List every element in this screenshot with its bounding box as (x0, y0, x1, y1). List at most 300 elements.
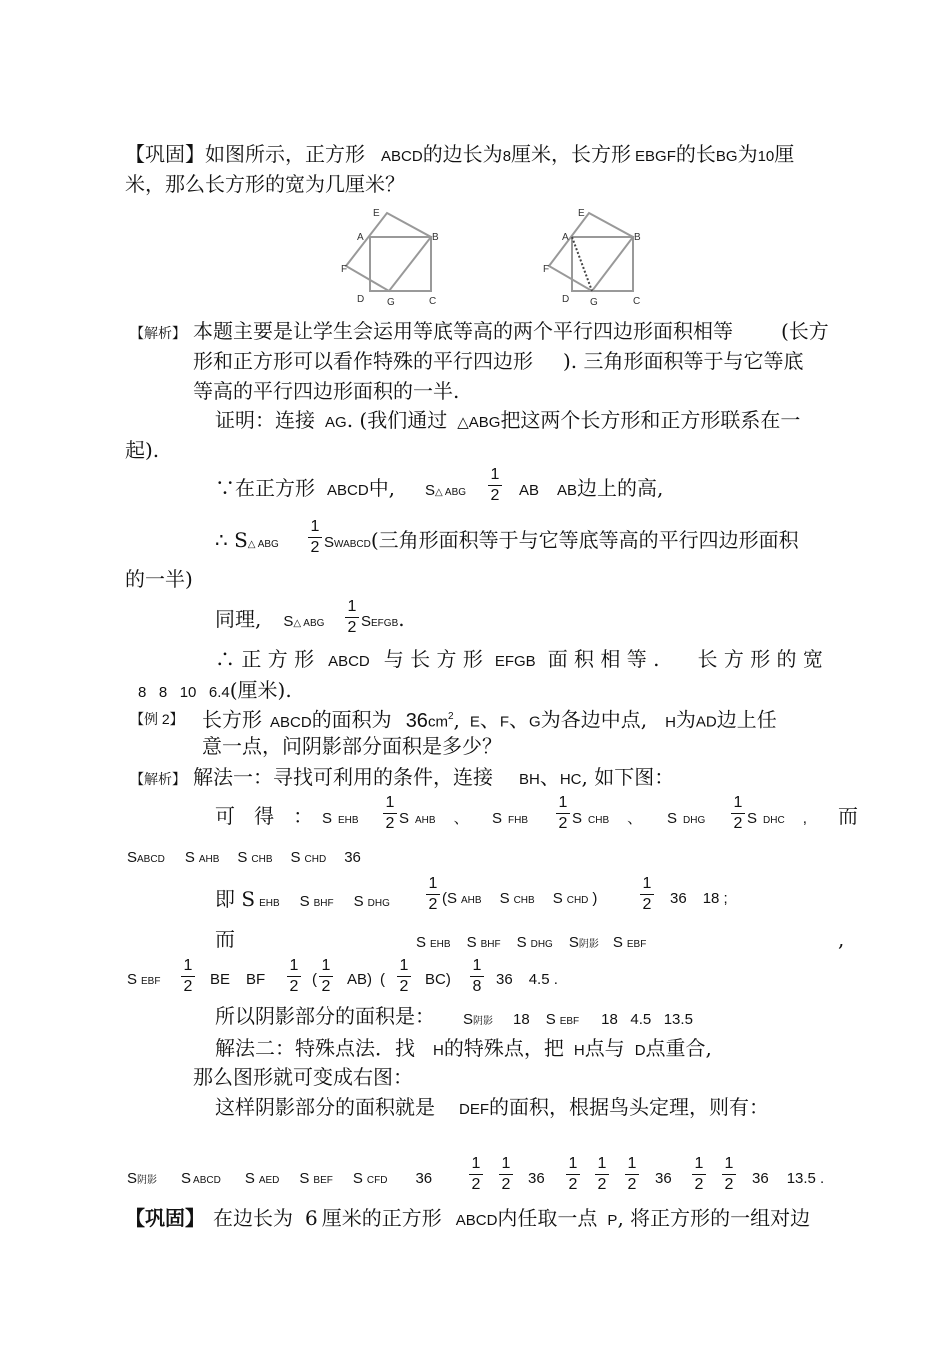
frac-bar (595, 1174, 609, 1175)
a2-t1d: HC (559, 771, 582, 788)
a1-t4c: . (我们通过 (346, 408, 448, 432)
a2-frac-2c (731, 794, 745, 833)
frac-den: 2 (694, 1176, 704, 1193)
ex2-t1a: 长方形 (202, 707, 262, 732)
a2-t5e: BHF (480, 939, 501, 950)
p1-line-2: 米，那么长方形的宽为几厘米？ (125, 172, 405, 196)
frac-num: 1 (289, 957, 299, 974)
frac-num: 1 (501, 1155, 511, 1172)
a1-line-7-rest (324, 527, 799, 558)
frac-bar (181, 976, 195, 977)
a1-t1b: (长方 (781, 319, 829, 343)
a2-t11n: 36 (752, 1170, 769, 1187)
a2-t4a: 即 S (215, 887, 256, 911)
frac-bar (722, 1174, 736, 1175)
a2-t4m: ) (592, 890, 598, 907)
a2-line-1 (130, 764, 186, 792)
frac-bar (566, 1174, 580, 1175)
a2-line-11-d (752, 1166, 824, 1192)
a2-t5f: S (516, 934, 527, 951)
a1-line-1-text (193, 318, 829, 344)
a2-t2e: AHB (415, 815, 436, 826)
frac-num: 1 (385, 794, 395, 811)
frac-bar (469, 1174, 483, 1175)
a2-t2f: 、 (453, 810, 469, 827)
a2-t3: S (127, 849, 138, 866)
fig-right-label-f: F (543, 264, 550, 275)
a1-line-10 (215, 646, 823, 675)
frac-bar (556, 813, 570, 814)
a2-t8b: H (433, 1042, 444, 1059)
frac-den: 2 (347, 619, 357, 636)
a1-t9e: EFGB (371, 618, 399, 629)
ex2-t1b: ABCD (270, 713, 312, 731)
frac-den: 2 (385, 815, 395, 832)
a2-l2-s4 (572, 806, 642, 834)
a2-t2l: S (667, 810, 678, 827)
a2-frac-2a (383, 794, 397, 833)
p3-t1f: P (607, 1212, 618, 1229)
a2-t7a: 所以阴影部分的面积是： (215, 1004, 435, 1028)
fig-right-label-b: B (634, 232, 641, 243)
a2-line-7-math (463, 1007, 693, 1035)
a2-frac-6c (319, 957, 333, 996)
a1-line-5: 起). (125, 438, 160, 462)
frac-bar (625, 1174, 639, 1175)
ex2-t1l: G (529, 713, 541, 731)
a2-line-3 (127, 845, 361, 873)
ex2-line-1 (130, 704, 184, 732)
a2-t10c: 的面积，根据鸟头定理，则有： (489, 1095, 769, 1119)
frac-den: 2 (558, 815, 568, 832)
ex2-t1n: H (665, 713, 676, 731)
frac-num: 1 (724, 1155, 734, 1172)
a2-l2-s5 (667, 806, 705, 834)
a2-t4o: 18 ; (702, 890, 728, 907)
a2-t5g: DHG (530, 939, 553, 950)
a2-t11o: 13.5 . (786, 1170, 825, 1187)
a2-t3g: S (290, 849, 301, 866)
frac-num: 1 (347, 598, 357, 615)
a2-line-6 (127, 967, 160, 995)
a1-line-6 (215, 475, 395, 504)
a2-t3d: AHB (198, 854, 220, 865)
a1-t2b: ). 三角形面积等于与它等底 (563, 349, 804, 373)
a2-t5b: S (416, 934, 427, 951)
ex2-t1p: AD (695, 713, 717, 731)
frac-num: 1 (558, 794, 568, 811)
a1-t10b: ABCD (328, 653, 370, 670)
ex2-t1m: 为各边中点, (540, 707, 648, 732)
a2-t6d: BF (246, 971, 266, 988)
a2-t11i: S (352, 1170, 363, 1187)
a2-frac-11f (692, 1155, 706, 1194)
frac-den: 2 (310, 539, 320, 556)
a1-t9d: S (361, 613, 372, 630)
a1-t10e: 面 积 相 等 . (547, 647, 660, 671)
a1-t9b: S (283, 613, 294, 630)
a2-t6g: ( (380, 971, 386, 988)
a2-t7f: EBF (559, 1016, 580, 1027)
a2-t1b: BH (519, 771, 540, 788)
a2-line-11 (127, 1166, 432, 1194)
frac-bar (383, 813, 397, 814)
a2-t2b: S (322, 810, 333, 827)
frac-num: 1 (428, 875, 438, 892)
a2-line-6-d (347, 967, 385, 993)
a2-t4e: S (353, 893, 364, 910)
a2-line-11-b: 36 (528, 1170, 545, 1187)
a1-t6d: S (425, 482, 436, 499)
frac-num: 1 (472, 957, 482, 974)
a1-t7a: ∴ S (215, 528, 248, 552)
a2-t6b: EBF (141, 976, 161, 987)
a1-t6a: ∵在正方形 (215, 476, 315, 500)
a2-l2-er: 而 (838, 804, 858, 828)
frac-num: 1 (490, 466, 500, 483)
a1-t11b: (厘米). (229, 678, 292, 702)
frac-bar (470, 976, 484, 977)
fig-left-label-e: E (373, 208, 380, 219)
a2-line-4-rest (442, 886, 597, 914)
a1-t7c: S (324, 534, 335, 551)
a2-t11e: S (244, 1170, 255, 1187)
a1-line-1 (130, 318, 186, 346)
a2-line-5-end: , (838, 927, 845, 951)
a2-t5h: S (568, 934, 579, 951)
a2-t2j: CHB (588, 815, 610, 826)
a1-line-6-math (425, 478, 466, 506)
ex2-t1d: 36 (405, 709, 428, 732)
a2-t7g: 18 4.5 13.5 (601, 1011, 693, 1028)
ex2-line-2: 意一点，问阴影部分面积是多少？ (202, 734, 502, 758)
frac-den: 2 (501, 1176, 511, 1193)
frac-den: 2 (289, 978, 299, 995)
frac-bar (692, 1174, 706, 1175)
a2-l2-s6 (747, 806, 807, 834)
a2-t8c: 的特殊点，把 (443, 1036, 564, 1060)
p3-t1a: 在边长为 (213, 1206, 293, 1230)
a2-t7e: S (545, 1011, 556, 1028)
a1-t6b: ABCD (327, 482, 369, 499)
p1-t11: 厘 (774, 142, 795, 166)
frac-bar (426, 894, 440, 895)
a2-t8f: D (634, 1042, 646, 1059)
a2-t4j: CHB (513, 895, 535, 906)
a1-frac-6 (488, 466, 502, 505)
ex2-t1o: 为 (675, 707, 696, 732)
a1-line-11 (138, 677, 292, 706)
a2-line-1-text (193, 764, 674, 793)
frac-den: 2 (490, 487, 500, 504)
frac-num: 1 (321, 957, 331, 974)
a2-t3b: ABCD (137, 854, 165, 865)
a1-t2: 形和正方形可以看作特殊的平行四边形 (193, 349, 533, 373)
frac-bar (397, 976, 411, 977)
ex2-t1f: 2 (447, 711, 454, 722)
ex2-t1c: 的面积为 (311, 707, 392, 732)
p1-t2: ABCD (381, 148, 423, 165)
a1-t4d: △ABG (457, 414, 501, 431)
frac-den: 2 (597, 1176, 607, 1193)
a2-t2k: 、 (627, 810, 643, 827)
a1-t10f: 长 方 形 的 宽 (697, 647, 823, 671)
a1-line-2 (193, 348, 804, 374)
a2-line-6-f (496, 967, 558, 993)
a2-t2h: FHB (508, 815, 529, 826)
a1-t4a: 证明：连接 (215, 408, 315, 432)
a2-line-4 (215, 886, 390, 917)
figure-right (543, 208, 641, 308)
frac-bar (345, 617, 359, 618)
p1-t6: EBGF (635, 148, 676, 165)
p3-t1c: 厘米的正方形 (321, 1206, 442, 1230)
a2-frac-4b (640, 875, 654, 914)
a2-frac-6d (397, 957, 411, 996)
p3-t1g: , 将正方形的一组对边 (617, 1206, 811, 1230)
a1-frac-9 (345, 598, 359, 637)
a2-line-7 (215, 1003, 435, 1029)
a2-frac-11e (625, 1155, 639, 1194)
a1-line-9-rest (361, 606, 405, 637)
fig-right-label-a: A (562, 232, 569, 243)
frac-bar (488, 485, 502, 486)
a2-frac-11b (499, 1155, 513, 1194)
a2-frac-4 (426, 875, 440, 914)
fig-right-label-d: D (562, 294, 570, 305)
a1-t7d: WABCD (334, 539, 371, 550)
frac-den: 2 (733, 815, 743, 832)
frac-num: 1 (310, 518, 320, 535)
a2-t4d: BHF (313, 898, 334, 909)
a2-frac-11g (722, 1155, 736, 1194)
a2-t5k: EBF (626, 939, 647, 950)
a2-t6e: ( (312, 971, 317, 988)
frac-num: 1 (642, 875, 652, 892)
a2-t4i: S (499, 890, 510, 907)
fig-left-label-a: A (357, 232, 364, 243)
p1-t3: 的边长为 (422, 142, 503, 166)
a2-t3c: S (184, 849, 195, 866)
a2-line-10 (215, 1094, 769, 1123)
a2-frac-6b (287, 957, 301, 996)
ex2-t1h: E (469, 713, 480, 731)
a2-line-4-end (670, 886, 728, 912)
a2-t10a: 这样阴影部分的面积就是 (215, 1095, 435, 1119)
frac-num: 1 (733, 794, 743, 811)
a2-t3f: CHB (251, 854, 273, 865)
a2-t11f: AED (258, 1175, 280, 1186)
a1-t6e: △ ABG (435, 487, 467, 498)
a1-t6h: 边上的高, (577, 476, 664, 500)
a1-t9a: 同理, (215, 607, 262, 631)
a2-t5c: EHB (430, 939, 451, 950)
p1-t1: 如图所示，正方形 (205, 142, 365, 166)
p1-t4: 8 (502, 148, 512, 165)
p1-t7: 的长 (675, 142, 716, 166)
a2-t11d: ABCD (193, 1175, 221, 1186)
frac-den: 2 (724, 1176, 734, 1193)
a1-line-8: 的一半) (125, 567, 193, 591)
frac-num: 1 (627, 1155, 637, 1172)
a2-t2o: DHC (763, 815, 785, 826)
p1-tag: 【巩固】 (125, 142, 205, 166)
fig-left-label-c: C (429, 296, 437, 307)
frac-den: 2 (321, 978, 331, 995)
frac-bar (640, 894, 654, 895)
a2-t8e: 点与 (584, 1036, 625, 1060)
ex2-line-1-text (202, 704, 777, 736)
a2-t2m: DHG (683, 815, 706, 826)
frac-bar (319, 976, 333, 977)
frac-den: 2 (568, 1176, 578, 1193)
a2-t6h: BC) (425, 971, 451, 988)
a2-line-5-math (416, 930, 646, 958)
p3-tag: 【巩固】 (125, 1206, 205, 1230)
p1-t10: 10 (757, 148, 775, 165)
p3-t1d: ABCD (455, 1212, 498, 1229)
a2-t5d: S (466, 934, 477, 951)
a2-t7b: S (463, 1011, 474, 1028)
a1-t6g: AB (557, 482, 578, 499)
a1-t9c: △ ABG (293, 618, 325, 629)
a1-t11a: 8 8 10 6.4 (138, 684, 230, 701)
a2-line-6-e (425, 967, 451, 993)
a2-line-2: 可 得 ： (215, 804, 314, 828)
a2-t11g: S (299, 1170, 310, 1187)
a2-l2-s3 (492, 806, 528, 834)
a2-t5j: S (612, 934, 623, 951)
a2-t6c: BE (210, 971, 231, 988)
a2-line-6-c (312, 967, 317, 993)
a2-l2-s1 (322, 806, 359, 834)
a2-t11j: CFD (366, 1175, 388, 1186)
a2-t4b: EHB (259, 898, 280, 909)
a1-line-6-rest (519, 475, 663, 504)
fig-left-label-g: G (387, 297, 395, 308)
p1-t9: 为 (737, 142, 758, 166)
a2-t6j: 4.5 . (528, 971, 558, 988)
frac-den: 8 (472, 978, 482, 995)
a2-t3h: CHD (304, 854, 327, 865)
a2-t6f: AB) (347, 971, 373, 988)
a2-t4c: S (299, 893, 310, 910)
fig-right-label-g: G (590, 297, 598, 308)
a2-t5i: 阴影 (578, 939, 599, 950)
a1-frac-7 (308, 518, 322, 557)
a2-t4n: 36 (670, 890, 687, 907)
ex2-t1e: cm (427, 713, 448, 731)
frac-den: 2 (183, 978, 193, 995)
p1-line-1 (125, 141, 794, 170)
frac-den: 2 (399, 978, 409, 995)
a2-line-8 (215, 1035, 712, 1064)
a1-line-7 (215, 527, 279, 558)
fig-left-label-b: B (432, 232, 439, 243)
a2-t4h: AHB (461, 895, 482, 906)
a1-t4e: 把这两个长方形和正方形联系在一 (500, 408, 801, 432)
a2-t11c: S (181, 1170, 192, 1187)
a1-line-3: 等高的平行四边形面积的一半. (193, 379, 460, 403)
a1-t10c: 与 长 方 形 (383, 647, 483, 671)
a2-frac-11d (595, 1155, 609, 1194)
a2-t6i: 36 (496, 971, 513, 988)
p3-t1e: 内任取一点 (497, 1206, 598, 1230)
frac-bar (287, 976, 301, 977)
a2-t4g: (S (442, 890, 457, 907)
a2-t11h: BEF (313, 1175, 333, 1186)
a2-l2-s2 (399, 806, 469, 834)
a2-frac-6a (181, 957, 195, 996)
frac-den: 2 (642, 896, 652, 913)
a2-t1c: 、 (539, 765, 560, 789)
a1-t6f: AB (519, 482, 540, 499)
ex2-t1g: , (453, 707, 460, 732)
frac-num: 1 (568, 1155, 578, 1172)
a2-t3i: 36 (344, 849, 361, 866)
frac-bar (499, 1174, 513, 1175)
a1-t7e: (三角形面积等于与它等底等高的平行四边形面积 (370, 528, 799, 552)
a2-line-9: 那么图形就可变成右图： (193, 1065, 413, 1089)
a2-t7d: 18 (513, 1011, 530, 1028)
a2-t1e: , 如下图： (581, 765, 675, 789)
a2-t1a: 解法一：寻找可利用的条件，连接 (193, 765, 493, 789)
frac-bar (731, 813, 745, 814)
frac-num: 1 (471, 1155, 481, 1172)
p3-line-1 (125, 1205, 810, 1234)
ex2-t1q: 边上任 (716, 707, 777, 732)
a1-line-9 (215, 606, 324, 637)
a2-line-11-c: 36 (655, 1170, 672, 1187)
p3-t1b: 6 (305, 1206, 318, 1230)
a1-t9f: . (398, 607, 405, 631)
frac-den: 2 (428, 896, 438, 913)
a1-t1: 本题主要是让学生会运用等底等高的两个平行四边形面积相等 (193, 319, 733, 343)
ex2-tag: 【例 2】 (130, 711, 184, 727)
frac-den: 2 (471, 1176, 481, 1193)
a1-t10d: EFGB (494, 653, 536, 670)
ex2-t1k: 、 (509, 707, 530, 732)
a2-t7c: 阴影 (473, 1016, 494, 1027)
a2-frac-6e (470, 957, 484, 996)
fig-left-label-f: F (341, 264, 348, 275)
a1-t4b: AG (325, 414, 347, 431)
fig-right-label-c: C (633, 296, 641, 307)
p1-t8: BG (715, 148, 738, 165)
a2-t10b: DEF (459, 1101, 489, 1118)
frac-num: 1 (597, 1155, 607, 1172)
a2-t3e: S (237, 849, 248, 866)
figure-left (341, 208, 439, 308)
a1-line-4 (215, 407, 800, 436)
a2-t2n: S (747, 810, 758, 827)
fig-left-label-d: D (357, 294, 365, 305)
a2-t11b: 阴影 (137, 1175, 158, 1186)
ex2-t1i: 、 (479, 707, 500, 732)
a1-t7b: △ ABG (247, 539, 279, 550)
a2-t11k: 36 (415, 1170, 433, 1187)
fig-right-label-e: E (578, 208, 585, 219)
a2-t2i: S (572, 810, 583, 827)
a2-t8a: 解法二：特殊点法．找 (215, 1036, 415, 1060)
frac-num: 1 (183, 957, 193, 974)
a2-frac-2b (556, 794, 570, 833)
frac-den: 2 (627, 1176, 637, 1193)
a2-t4l: CHD (566, 895, 589, 906)
a2-frac-11c (566, 1155, 580, 1194)
ex2-t1j: F (499, 713, 510, 731)
a1-tag: 【解析】 (130, 325, 186, 341)
